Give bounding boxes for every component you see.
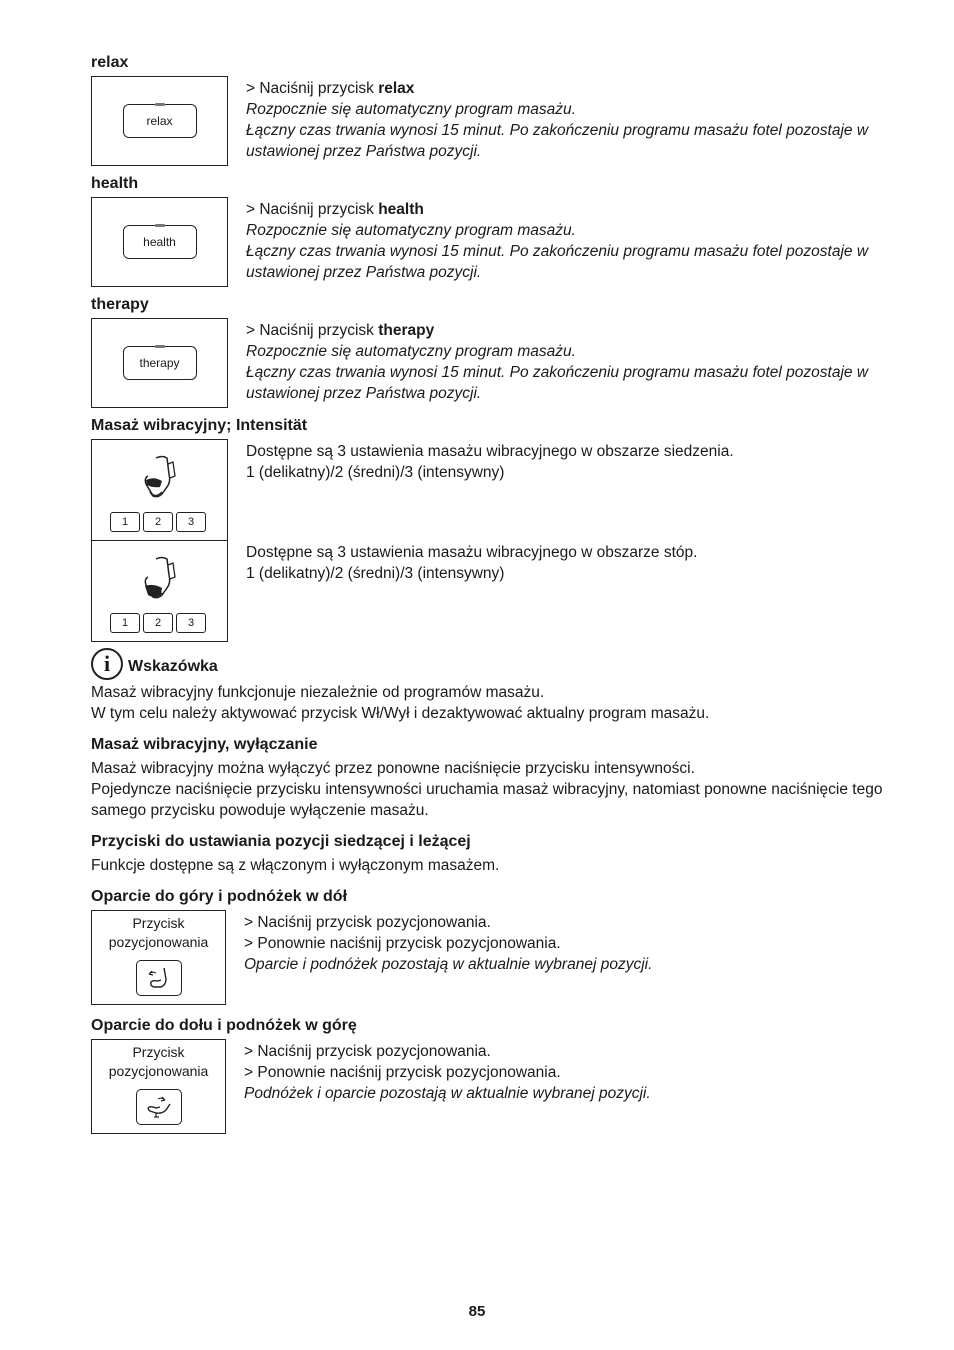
back-down-section <box>91 1039 891 1134</box>
relax-button-illustration <box>123 104 197 138</box>
health-text <box>246 197 891 283</box>
health-section <box>91 197 891 287</box>
health-press-button: health <box>378 201 424 218</box>
positioning-button-illustration <box>136 960 182 996</box>
health-line2: Rozpocznie się automatyczny program masażu. <box>246 222 576 239</box>
hint-heading: Wskazówka <box>128 658 218 675</box>
page-number: 85 <box>468 1303 486 1320</box>
intensity-3-button: 3 <box>176 512 206 532</box>
relax-text <box>246 76 891 162</box>
hint-line2: W tym celu należy aktywować przycisk Wł/Wył i dezaktywować aktualny program masażu. <box>91 705 710 722</box>
led-indicator <box>155 224 165 227</box>
therapy-text <box>246 318 891 404</box>
relax-line3: Łączny czas trwania wynosi 15 minut. Po zakończeniu programu masażu fotel pozostaje w ustawionej przez Państwa pozycji. <box>246 122 869 160</box>
health-button-illustration <box>123 225 197 259</box>
health-heading: health <box>91 175 139 192</box>
back-down-line1: > Naciśnij przycisk pozycjonowania. <box>244 1043 491 1060</box>
relax-illustration <box>91 76 228 166</box>
vib-off-heading: Masaż wibracyjny, wyłączanie <box>91 736 318 753</box>
relax-press-button: relax <box>378 80 415 97</box>
health-line3: Łączny czas trwania wynosi 15 minut. Po zakończeniu programu masażu fotel pozostaje w ustawionej przez Państwa pozycji. <box>246 243 869 281</box>
therapy-button-illustration <box>123 346 197 380</box>
back-down-illustration <box>91 1039 226 1134</box>
therapy-press-prefix: > Naciśnij przycisk <box>246 322 379 339</box>
vibration-seat-illustration <box>91 439 228 541</box>
back-up-line2: > Ponownie naciśnij przycisk pozycjonowania. <box>244 935 561 952</box>
therapy-line2: Rozpocznie się automatyczny program masażu. <box>246 343 576 360</box>
therapy-line3: Łączny czas trwania wynosi 15 minut. Po zakończeniu programu masażu fotel pozostaje w ustawionej przez Państwa pozycji. <box>246 364 869 402</box>
back-down-text <box>244 1039 889 1104</box>
back-down-box-label-2: pozycjonowania <box>108 1063 209 1079</box>
intensity-2-button: 2 <box>143 512 173 532</box>
info-icon: i <box>91 648 123 680</box>
vibration-feet-section <box>91 540 891 642</box>
chair-feet-vibration-icon <box>140 555 180 603</box>
vib-off-line1: Masaż wibracyjny można wyłączyć przez ponowne naciśnięcie przycisku intensywności. <box>91 760 695 777</box>
vibration-seat-section <box>91 439 891 541</box>
therapy-illustration <box>91 318 228 408</box>
relax-section <box>91 76 891 166</box>
vib-off-line2: Pojedyncze naciśnięcie przycisku intensywności uruchamia masaż wibracyjny, natomiast ponowne naciśnięcie tego samego przycisku powoduje wyłączenie masażu. <box>91 781 883 819</box>
back-up-line1: > Naciśnij przycisk pozycjonowania. <box>244 914 491 931</box>
back-up-box-label-1: Przycisk <box>132 915 185 931</box>
position-buttons-heading: Przyciski do ustawiania pozycji siedzącej i leżącej <box>91 833 471 850</box>
back-up-box-label-2: pozycjonowania <box>108 934 209 950</box>
led-indicator <box>155 103 165 106</box>
back-up-heading: Oparcie do góry i podnóżek w dół <box>91 888 348 905</box>
vibration-feet-line2: 1 (delikatny)/2 (średni)/3 (intensywny) <box>246 565 505 582</box>
intensity-2-button: 2 <box>143 613 173 633</box>
position-buttons-line1: Funkcje dostępne są z włączonym i wyłączonym masażem. <box>91 857 500 874</box>
back-up-illustration <box>91 910 226 1005</box>
intensity-buttons <box>110 512 206 532</box>
intensity-1-button: 1 <box>110 613 140 633</box>
relax-press-prefix: > Naciśnij przycisk <box>246 80 379 97</box>
vibration-heading: Masaż wibracyjny; Intensität <box>91 417 308 434</box>
relax-button-label: relax <box>146 113 173 128</box>
back-up-section <box>91 910 891 1005</box>
vibration-seat-line1: Dostępne są 3 ustawienia masażu wibracyjnego w obszarze siedzenia. <box>246 443 734 460</box>
back-down-line2: > Ponownie naciśnij przycisk pozycjonowania. <box>244 1064 561 1081</box>
therapy-section <box>91 318 891 408</box>
hint-heading-row <box>91 648 891 680</box>
chair-seat-vibration-icon <box>140 454 180 502</box>
led-indicator <box>155 345 165 348</box>
vibration-seat-line2: 1 (delikatny)/2 (średni)/3 (intensywny) <box>246 464 505 481</box>
therapy-button-label: therapy <box>139 355 180 370</box>
positioning-button-illustration <box>136 1089 182 1125</box>
health-press-prefix: > Naciśnij przycisk <box>246 201 379 218</box>
vibration-feet-line1: Dostępne są 3 ustawienia masażu wibracyjnego w obszarze stóp. <box>246 544 698 561</box>
back-down-heading: Oparcie do dołu i podnóżek w górę <box>91 1017 357 1034</box>
back-up-line3: Oparcie i podnóżek pozostają w aktualnie wybranej pozycji. <box>244 956 653 973</box>
hint-line1: Masaż wibracyjny funkcjonuje niezależnie od programów masażu. <box>91 684 545 701</box>
intensity-buttons <box>110 613 206 633</box>
chair-upright-icon <box>144 965 174 991</box>
chair-recline-icon <box>144 1094 174 1120</box>
vibration-feet-illustration <box>91 540 228 642</box>
health-illustration <box>91 197 228 287</box>
intensity-1-button: 1 <box>110 512 140 532</box>
therapy-press-button: therapy <box>378 322 435 339</box>
relax-heading: relax <box>91 54 129 71</box>
health-button-label: health <box>143 234 176 249</box>
back-down-box-label-1: Przycisk <box>132 1044 185 1060</box>
back-down-line3: Podnóżek i oparcie pozostają w aktualnie wybranej pozycji. <box>244 1085 651 1102</box>
therapy-heading: therapy <box>91 296 149 313</box>
vibration-seat-text <box>246 439 891 483</box>
manual-page <box>91 52 891 1134</box>
vibration-feet-text <box>246 540 891 584</box>
intensity-3-button: 3 <box>176 613 206 633</box>
relax-line2: Rozpocznie się automatyczny program masażu. <box>246 101 576 118</box>
back-up-text <box>244 910 889 975</box>
